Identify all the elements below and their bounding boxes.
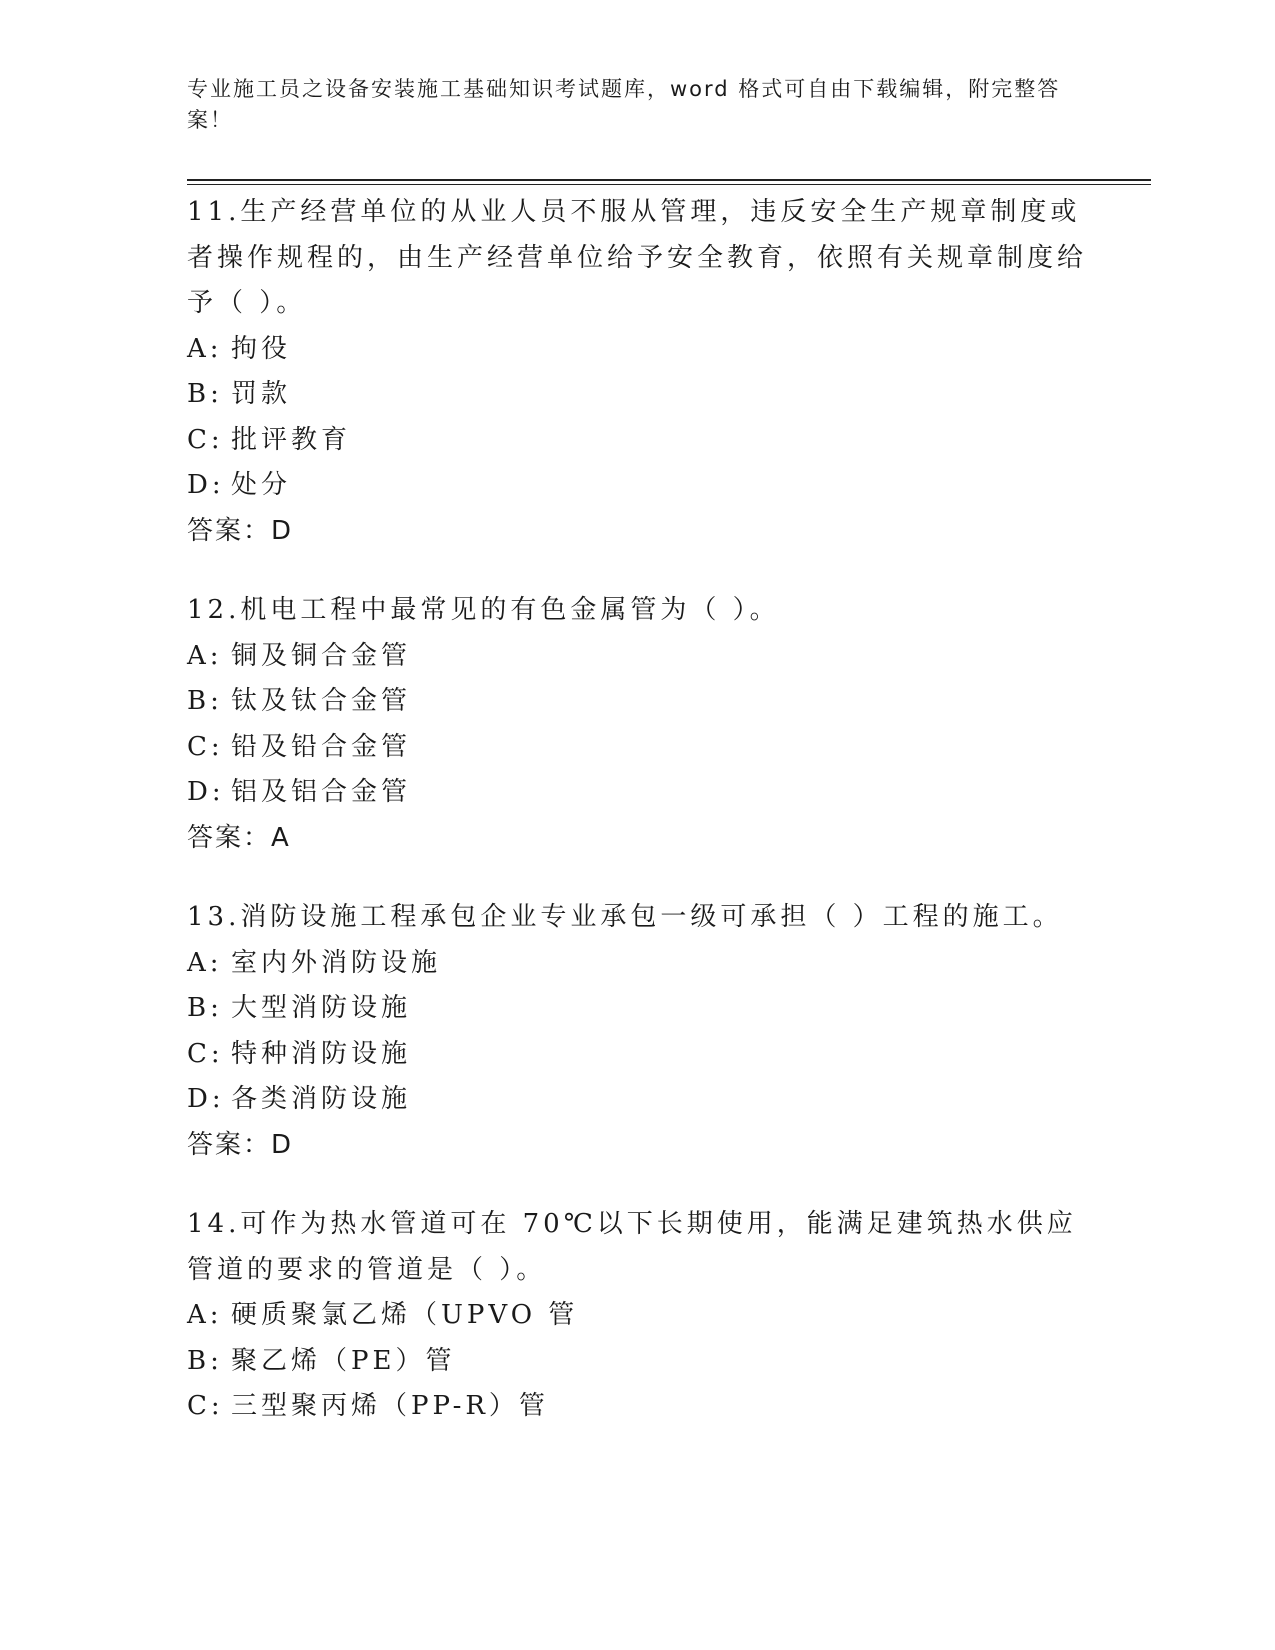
option-key: C: <box>187 731 224 762</box>
option-text: 批评教育 <box>231 424 352 455</box>
option-text: 三型聚丙烯（PP-R）管 <box>231 1391 549 1421</box>
option-b <box>187 679 1087 725</box>
option-key: B: <box>187 379 223 409</box>
question-stem: 11.生产经营单位的从业人员不服从管理，违反安全生产规章制度或者操作规程的，由生产经营单位给予安全教育，依照有关规章制度给予（ ）。 <box>187 197 1088 318</box>
question-stem: 14.可作为热水管道可在 70℃以下长期使用，能满足建筑热水供应管道的要求的管道是（ ）。 <box>187 1209 1077 1285</box>
option-text: 硬质聚氯乙烯（UPVO 管 <box>231 1300 579 1330</box>
option-text: 铅及铅合金管 <box>231 731 412 762</box>
option-key: A: <box>187 640 223 671</box>
question-list <box>187 190 1087 1464</box>
option-c <box>187 418 1087 464</box>
option-text: 处分 <box>231 470 292 500</box>
option-key: A: <box>187 333 223 364</box>
option-key: C: <box>187 1391 224 1421</box>
option-a <box>187 327 1087 373</box>
option-c <box>187 1384 1087 1430</box>
question-stem: 12.机电工程中最常见的有色金属管为（ ）。 <box>187 595 780 625</box>
option-d <box>187 770 1087 816</box>
option-key: D: <box>187 1084 225 1114</box>
header-divider-thin <box>187 184 1151 185</box>
option-text: 钛及钛合金管 <box>231 686 412 716</box>
option-key: A: <box>187 1300 223 1330</box>
option-text: 拘役 <box>231 333 292 364</box>
question-item <box>187 190 1087 554</box>
option-b <box>187 1339 1087 1385</box>
answer-line: 答案：A <box>187 822 291 853</box>
option-text: 各类消防设施 <box>231 1084 412 1114</box>
option-text: 罚款 <box>231 379 292 409</box>
option-text: 铜及铜合金管 <box>231 640 412 671</box>
option-key: A: <box>187 947 223 978</box>
option-key: D: <box>187 777 225 807</box>
header-divider-thick <box>187 179 1151 181</box>
question-item <box>187 588 1087 861</box>
option-key: D: <box>187 470 225 500</box>
question-item <box>187 1202 1087 1430</box>
option-d <box>187 463 1087 509</box>
option-text: 特种消防设施 <box>231 1038 412 1069</box>
question-item <box>187 895 1087 1168</box>
option-a <box>187 634 1087 680</box>
option-b <box>187 986 1087 1032</box>
option-text: 室内外消防设施 <box>231 947 442 978</box>
option-key: B: <box>187 993 223 1023</box>
option-text: 大型消防设施 <box>231 993 412 1023</box>
option-c <box>187 725 1087 771</box>
answer-line: 答案：D <box>187 515 294 546</box>
question-stem: 13.消防设施工程承包企业专业承包一级可承担（ ）工程的施工。 <box>187 902 1063 932</box>
answer-line: 答案：D <box>187 1129 294 1160</box>
option-a <box>187 941 1087 987</box>
option-c <box>187 1032 1087 1078</box>
option-key: B: <box>187 1345 223 1376</box>
option-text: 聚乙烯（PE）管 <box>231 1345 456 1376</box>
option-key: C: <box>187 1038 224 1069</box>
option-key: B: <box>187 686 223 716</box>
option-a <box>187 1293 1087 1339</box>
option-key: C: <box>187 424 224 455</box>
document-header: 专业施工员之设备安装施工基础知识考试题库，word 格式可自由下载编辑，附完整答案！ <box>187 77 1061 132</box>
option-b <box>187 372 1087 418</box>
option-text: 铝及铝合金管 <box>231 777 412 807</box>
option-d <box>187 1077 1087 1123</box>
